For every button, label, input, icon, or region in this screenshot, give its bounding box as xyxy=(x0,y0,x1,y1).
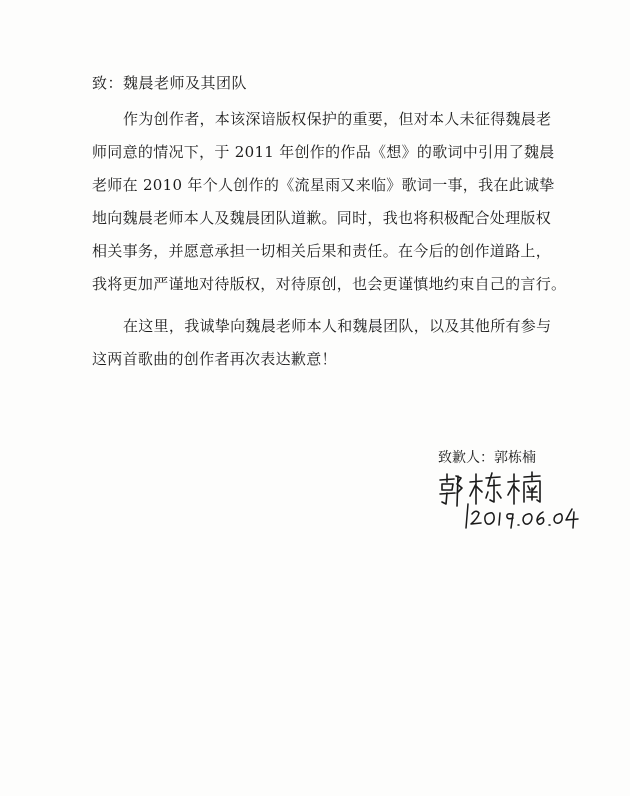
paragraph-1-line-6: 我将更加严谨地对待版权，对待原创，也会更谨慎地约束自己的言行。 xyxy=(92,275,567,293)
paragraph-1-line-2: 师同意的情况下，于 2011 年创作的作品《想》的歌词中引用了魏晨 xyxy=(92,143,555,161)
paragraph-2-line-1: 在这里，我诚挚向魏晨老师本人和魏晨团队，以及其他所有参与 xyxy=(123,317,552,335)
handwritten-signature xyxy=(420,468,595,538)
paragraph-2-line-2: 这两首歌曲的创作者再次表达歉意！ xyxy=(92,350,337,368)
signatory-label: 致歉人：郭栋楠 xyxy=(438,450,536,466)
paragraph-1-line-3: 老师在 2010 年个人创作的《流星雨又来临》歌词一事，我在此诚挚 xyxy=(92,176,555,194)
paragraph-1-line-5: 相关事务，并愿意承担一切相关后果和责任。在今后的创作道路上， xyxy=(92,242,552,260)
salutation: 致：魏晨老师及其团队 xyxy=(92,74,248,92)
paragraph-1-line-1: 作为创作者，本该深谙版权保护的重要，但对本人未征得魏晨老 xyxy=(123,110,552,128)
paragraph-1-line-4: 地向魏晨老师本人及魏晨团队道歉。同时，我也将积极配合处理版权 xyxy=(92,209,552,227)
signature-date-strokes xyxy=(466,504,578,528)
signature-name-strokes xyxy=(440,472,540,506)
